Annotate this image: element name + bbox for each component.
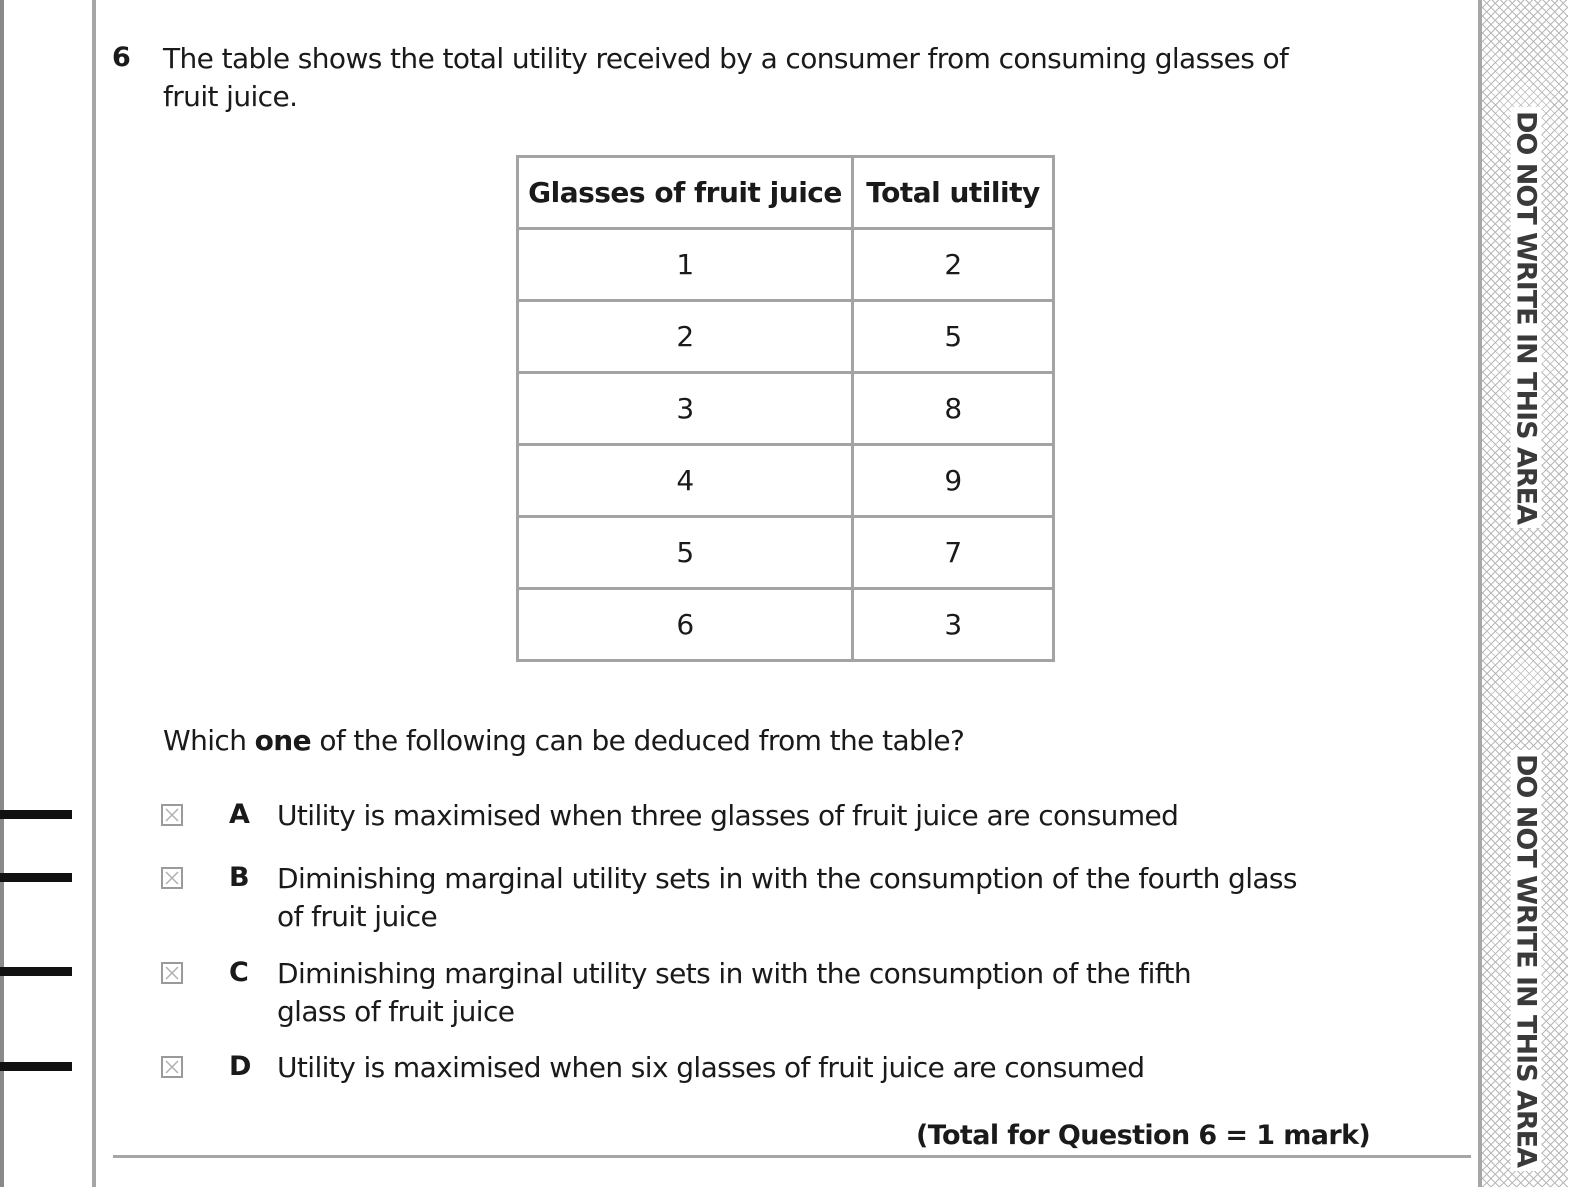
page-edge-line	[0, 0, 4, 1187]
table-cell-total-utility: 9	[853, 445, 1054, 517]
prompt-text: of the following can be deduced from the table?	[311, 724, 965, 757]
prompt-emphasis: one	[254, 724, 312, 757]
table-cell-glasses: 6	[518, 589, 853, 661]
cross-icon	[163, 806, 181, 824]
table-cell-total-utility: 5	[853, 301, 1054, 373]
option-b-letter: B	[229, 862, 250, 893]
table-cell-total-utility: 3	[853, 589, 1054, 661]
option-c-checkbox[interactable]	[161, 962, 183, 984]
table-row	[518, 229, 1054, 301]
cross-icon	[163, 1058, 181, 1076]
table-cell-glasses: 1	[518, 229, 853, 301]
total-mark: (Total for Question 6 = 1 mark)	[916, 1120, 1371, 1151]
margin-line	[92, 0, 96, 1187]
option-d-letter: D	[229, 1051, 252, 1082]
cross-icon	[163, 869, 181, 887]
option-a-text: Utility is maximised when three glasses of fruit juice are consumed	[277, 799, 1179, 832]
table-cell-total-utility: 8	[853, 373, 1054, 445]
option-c-text: Diminishing marginal utility sets in with the consumption of the fifth glass of fruit juice	[277, 957, 1192, 1028]
table-cell-total-utility: 7	[853, 517, 1054, 589]
option-c-letter: C	[229, 957, 249, 988]
table-header-total-utility: Total utility	[853, 157, 1054, 229]
margin-tick-mark	[0, 873, 72, 882]
option-b-checkbox[interactable]	[161, 867, 183, 889]
option-d-checkbox[interactable]	[161, 1056, 183, 1078]
option-a-letter: A	[229, 799, 250, 830]
question-number: 6	[112, 42, 131, 73]
utility-table	[516, 155, 1055, 662]
table-cell-glasses: 4	[518, 445, 853, 517]
table-row	[518, 517, 1054, 589]
question-prompt	[163, 724, 964, 757]
question-stem: The table shows the total utility received by a consumer from consuming glasses of fruit juice.	[163, 42, 1289, 113]
table-cell-glasses: 5	[518, 517, 853, 589]
cross-icon	[163, 964, 181, 982]
table-row	[518, 373, 1054, 445]
bottom-divider	[113, 1155, 1471, 1158]
table-row	[518, 445, 1054, 517]
table-cell-glasses: 3	[518, 373, 853, 445]
table-row	[518, 589, 1054, 661]
margin-tick-mark	[0, 1062, 72, 1071]
prompt-text: Which	[163, 724, 255, 757]
option-a-checkbox[interactable]	[161, 804, 183, 826]
table-cell-total-utility: 2	[853, 229, 1054, 301]
option-d-text: Utility is maximised when six glasses of fruit juice are consumed	[277, 1051, 1145, 1084]
margin-tick-mark	[0, 967, 72, 976]
table-header-glasses: Glasses of fruit juice	[518, 157, 853, 229]
option-b-text: Diminishing marginal utility sets in with the consumption of the fourth glass of fruit juice	[277, 862, 1297, 933]
table-cell-glasses: 2	[518, 301, 853, 373]
margin-notice: DO NOT WRITE IN THIS AREA	[1511, 107, 1542, 528]
table-header-row	[518, 157, 1054, 229]
margin-tick-mark	[0, 810, 72, 819]
table-row	[518, 301, 1054, 373]
margin-notice: DO NOT WRITE IN THIS AREA	[1511, 750, 1542, 1171]
